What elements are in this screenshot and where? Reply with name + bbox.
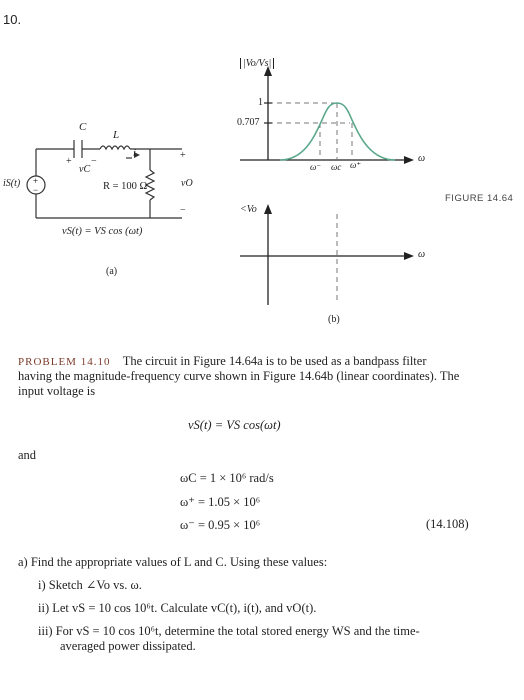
svg-text:+: + xyxy=(33,176,39,186)
source-expression: vS(t) = VS cos (ωt) xyxy=(62,226,143,237)
current-label: i xyxy=(133,147,137,159)
magnitude-plot xyxy=(230,60,430,185)
magnitude-xaxis-label: ω xyxy=(418,153,426,164)
problem-text-line1: The circuit in Figure 14.64a is to be used as a bandpass filter xyxy=(122,354,427,368)
item-ii: ii) Let vS = 10 cos 10⁶t. Calculate vC(t), i(t), and vO(t). xyxy=(38,601,317,615)
problem-label: PROBLEM 14.10 xyxy=(18,356,111,368)
and-word: and xyxy=(18,448,37,462)
item-iii-line2: averaged power dissipated. xyxy=(60,639,196,653)
phase-ylabel: <Vo xyxy=(240,204,257,215)
sub-label-a: (a) xyxy=(106,266,118,277)
input-equation: vS(t) = VS cos(ωt) xyxy=(188,418,281,432)
vo-label: vO xyxy=(181,178,193,189)
problem-text-line2: having the magnitude-frequency curve shown in Figure 14.64b (linear coordinates). The xyxy=(18,369,460,383)
equation-1: ωC = 1 × 10⁶ rad/s xyxy=(180,471,274,485)
question-number: 10. xyxy=(3,12,22,27)
source-label: iS(t) xyxy=(3,178,21,189)
omega-minus-label: ω⁻ xyxy=(310,162,322,172)
tick-0707: 0.707 xyxy=(237,117,260,128)
inductor-label: L xyxy=(113,129,120,141)
equation-3: ω⁻ = 0.95 × 10⁶ xyxy=(180,518,261,532)
item-i: i) Sketch ∠Vo vs. ω. xyxy=(38,578,142,592)
svg-text:−: − xyxy=(33,185,39,195)
capacitor-label: C xyxy=(79,121,87,133)
omega-plus-label: ω⁺ xyxy=(350,160,362,170)
part-a: a) Find the appropriate values of L and C. Using these values: xyxy=(18,555,328,569)
vc-minus: − xyxy=(91,156,97,167)
vc-plus: + xyxy=(66,156,72,167)
vo-minus: − xyxy=(180,205,186,216)
equation-2: ω⁺ = 1.05 × 10⁶ xyxy=(180,495,261,509)
omega-c-label: ωc xyxy=(331,162,342,172)
magnitude-ylabel: |Vo/Vs| xyxy=(240,58,274,69)
resistor-label: R = 100 Ω xyxy=(103,181,148,192)
phase-xaxis-label: ω xyxy=(418,249,426,260)
figure-caption: FIGURE 14.64 xyxy=(445,193,514,204)
item-iii-line1: iii) For vS = 10 cos 10⁶t, determine the total stored energy WS and the time- xyxy=(38,624,420,638)
equation-number: (14.108) xyxy=(426,517,469,531)
tick-1: 1 xyxy=(258,97,263,108)
problem-statement xyxy=(18,354,508,370)
vc-label: vC xyxy=(79,164,91,175)
sub-label-b: (b) xyxy=(328,314,340,325)
phase-plot xyxy=(230,200,430,310)
vo-plus: + xyxy=(180,150,186,161)
problem-text-line3: input voltage is xyxy=(18,384,96,398)
